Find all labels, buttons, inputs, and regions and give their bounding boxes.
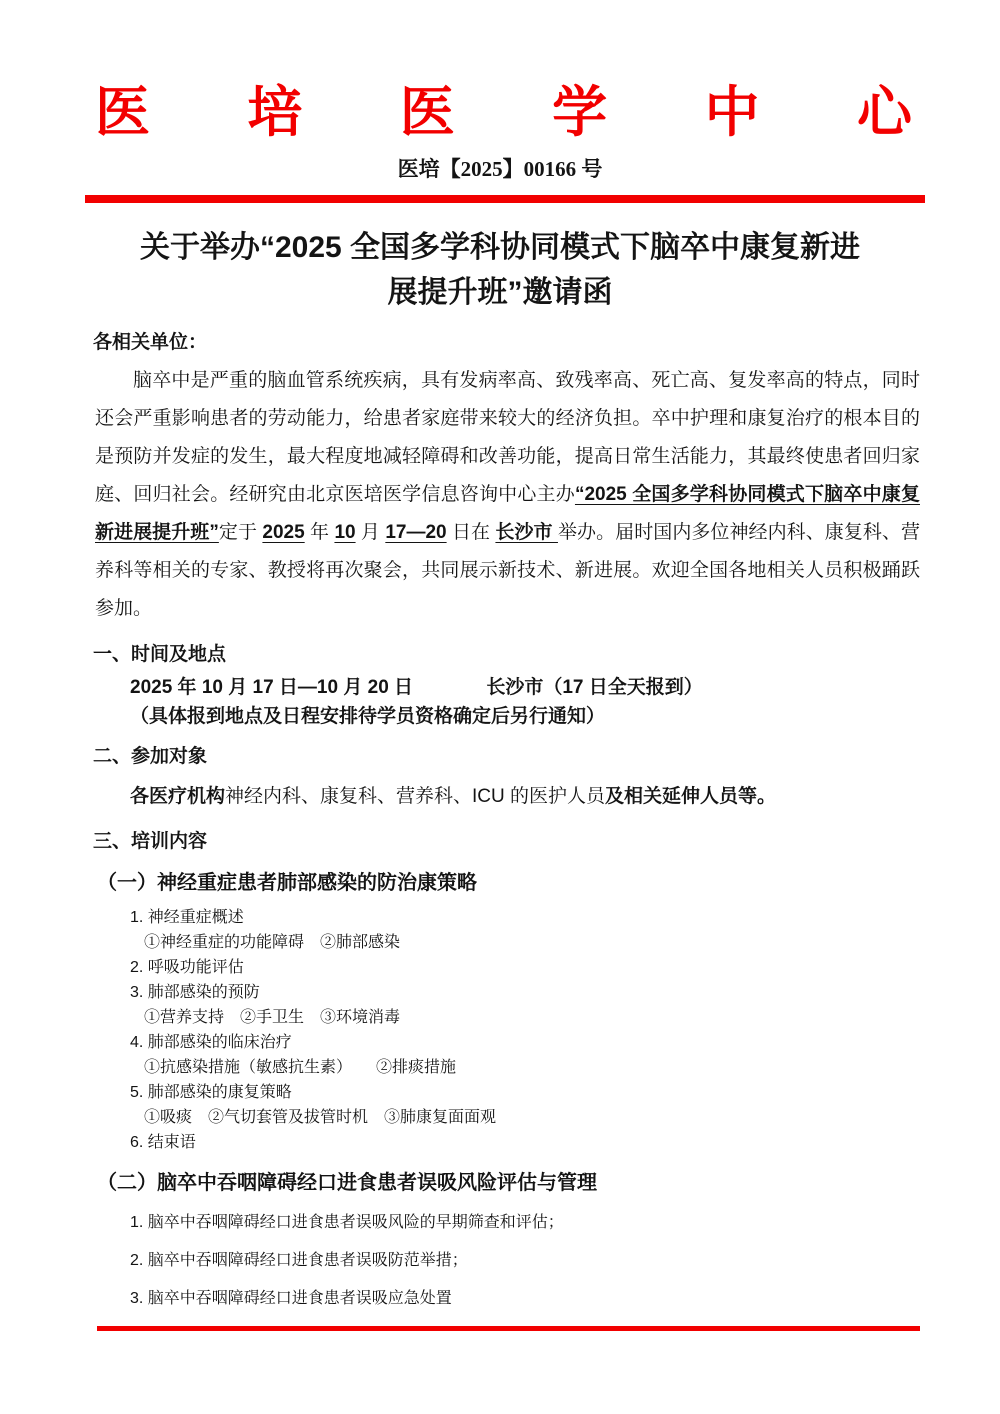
training-subitem: ①吸痰 ②气切套管及拔管时机 ③肺康复面面观 xyxy=(144,1109,497,1126)
training-subitem: ①神经重症的功能障碍 ②肺部感染 xyxy=(144,934,401,951)
intro-paragraph: 脑卒中是严重的脑血管系统疾病，具有发病率高、致残率高、死亡高、复发率高的特点，同时还会严重影响患者的劳动能力，给患者家庭带来较大的经济负担。卒中护理和康复治疗的根本目的是预防并发症的发生，最大程度地减轻障碍和改善功能，提高日常生活能力，其最终使患者回归家庭、回归社会。经研究由北京医培医学信息咨询中心主办“2025 全国多学科协同模式下脑卒中康复新进展提升班”定于 2025 年 10 月 17—20 日在 长沙市 举办。届时国内多位神经内科、康复科、营养科等相关的专家、教授将再次聚会，共同展示新技术、新进展。欢迎全国各地相关人员积极踊跃参加。 xyxy=(95,370,921,619)
training-item: 5. 肺部感染的康复策略 xyxy=(130,1084,292,1101)
title-line-1: 关于举办“2025 全国多学科协同模式下脑卒中康复新进 xyxy=(139,231,861,264)
header-divider xyxy=(85,195,925,203)
topic-2-heading: （二）脑卒中吞咽障碍经口进食患者误吸风险评估与管理 xyxy=(97,1172,597,1194)
training-item: 1. 脑卒中吞咽障碍经口进食患者误吸风险的早期筛查和评估； xyxy=(130,1214,564,1231)
topic-1-items xyxy=(130,905,1000,1155)
training-item: 3. 肺部感染的预防 xyxy=(130,984,260,1001)
title-line-2: 展提升班”邀请函 xyxy=(387,276,613,309)
training-item: 4. 肺部感染的临床治疗 xyxy=(130,1034,292,1051)
training-item: 2. 脑卒中吞咽障碍经口进食患者误吸防范举措； xyxy=(130,1252,468,1269)
section-heading-training: 三、培训内容 xyxy=(93,831,208,852)
audience-line: 各医疗机构神经内科、康复科、营养科、ICU 的医护人员及相关延伸人员等。 xyxy=(130,786,777,807)
training-item: 2. 呼吸功能评估 xyxy=(130,959,244,976)
event-dates: 2025 年 10 月 17 日—10 月 20 日 xyxy=(130,677,414,698)
doc-number: 医培【2025】00166 号 xyxy=(397,157,603,181)
footer-divider xyxy=(97,1326,920,1331)
event-location: 长沙市（17 日全天报到） xyxy=(486,677,703,698)
time-place-line xyxy=(130,674,1000,701)
document-title xyxy=(70,225,930,315)
training-subitem: ①营养支持 ②手卫生 ③环境消毒 xyxy=(144,1009,401,1026)
training-subitem: ①抗感染措施（敏感抗生素） ②排痰措施 xyxy=(144,1059,457,1076)
salutation: 各相关单位： xyxy=(93,332,208,353)
training-item: 3. 脑卒中吞咽障碍经口进食患者误吸应急处置 xyxy=(130,1290,452,1307)
section-heading-audience: 二、参加对象 xyxy=(93,746,208,767)
registration-note: （具体报到地点及日程安排待学员资格确定后另行通知） xyxy=(130,706,606,727)
topic-1-heading: （一）神经重症患者肺部感染的防治康策略 xyxy=(97,872,477,894)
section-heading-time-place: 一、时间及地点 xyxy=(93,644,227,665)
training-item: 1. 神经重症概述 xyxy=(130,909,244,926)
topic-2-items xyxy=(130,1210,1000,1311)
training-item: 6. 结束语 xyxy=(130,1134,196,1151)
org-name: 医 培 医 学 中 心 xyxy=(95,82,912,143)
